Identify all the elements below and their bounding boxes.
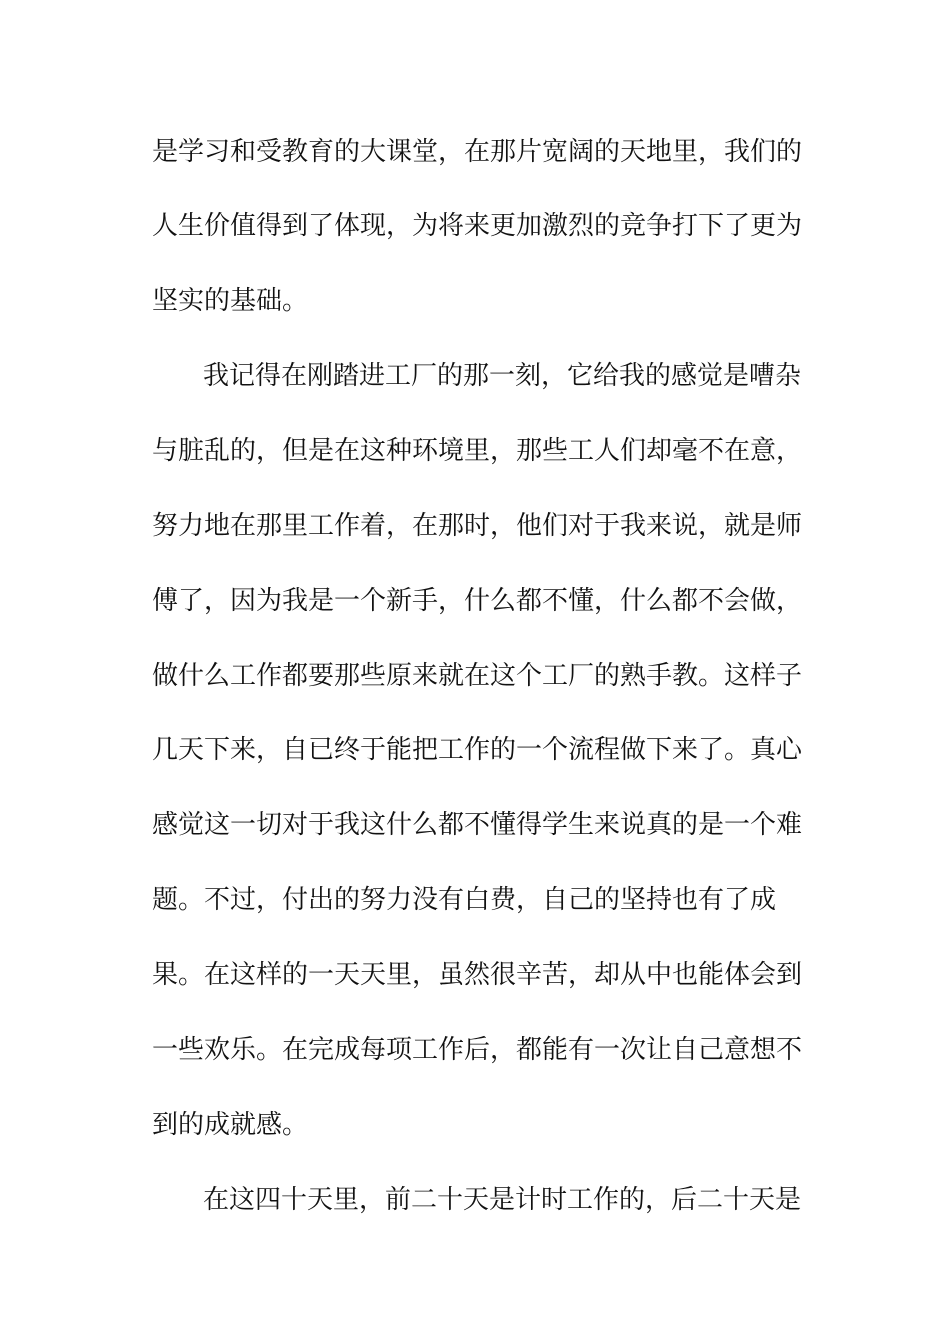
- text-line: 一些欢乐。在完成每项工作后，都能有一次让自己意想不: [152, 1035, 803, 1065]
- text-line: 题。不过，付出的努力没有白费，自己的坚持也有了成: [152, 885, 777, 915]
- text-line: 人生价值得到了体现，为将来更加激烈的竞争打下了更为: [152, 211, 803, 241]
- text-line: 果。在这样的一天天里，虽然很辛苦，却从中也能体会到: [152, 960, 803, 990]
- text-line: 是学习和受教育的大课堂，在那片宽阔的天地里，我们的: [152, 137, 803, 167]
- text-line: 到的成就感。: [152, 1110, 309, 1140]
- paragraph-first-line: 在这四十天里，前二十天是计时工作的，后二十天是: [203, 1185, 802, 1215]
- text-line: 努力地在那里工作着，在那时，他们对于我来说，就是师: [152, 511, 803, 541]
- paragraph-first-line: 我记得在刚踏进工厂的那一刻，它给我的感觉是嘈杂: [203, 361, 802, 391]
- text-line: 与脏乱的，但是在这种环境里，那些工人们却毫不在意，: [152, 436, 803, 466]
- text-line: 几天下来，自已终于能把工作的一个流程做下来了。真心: [152, 735, 803, 765]
- text-line: 做什么工作都要那些原来就在这个工厂的熟手教。这样子: [152, 661, 803, 691]
- text-line: 感觉这一切对于我这什么都不懂得学生来说真的是一个难: [152, 810, 803, 840]
- text-line: 坚实的基础。: [152, 286, 309, 316]
- text-line: 傅了，因为我是一个新手，什么都不懂，什么都不会做，: [152, 586, 803, 616]
